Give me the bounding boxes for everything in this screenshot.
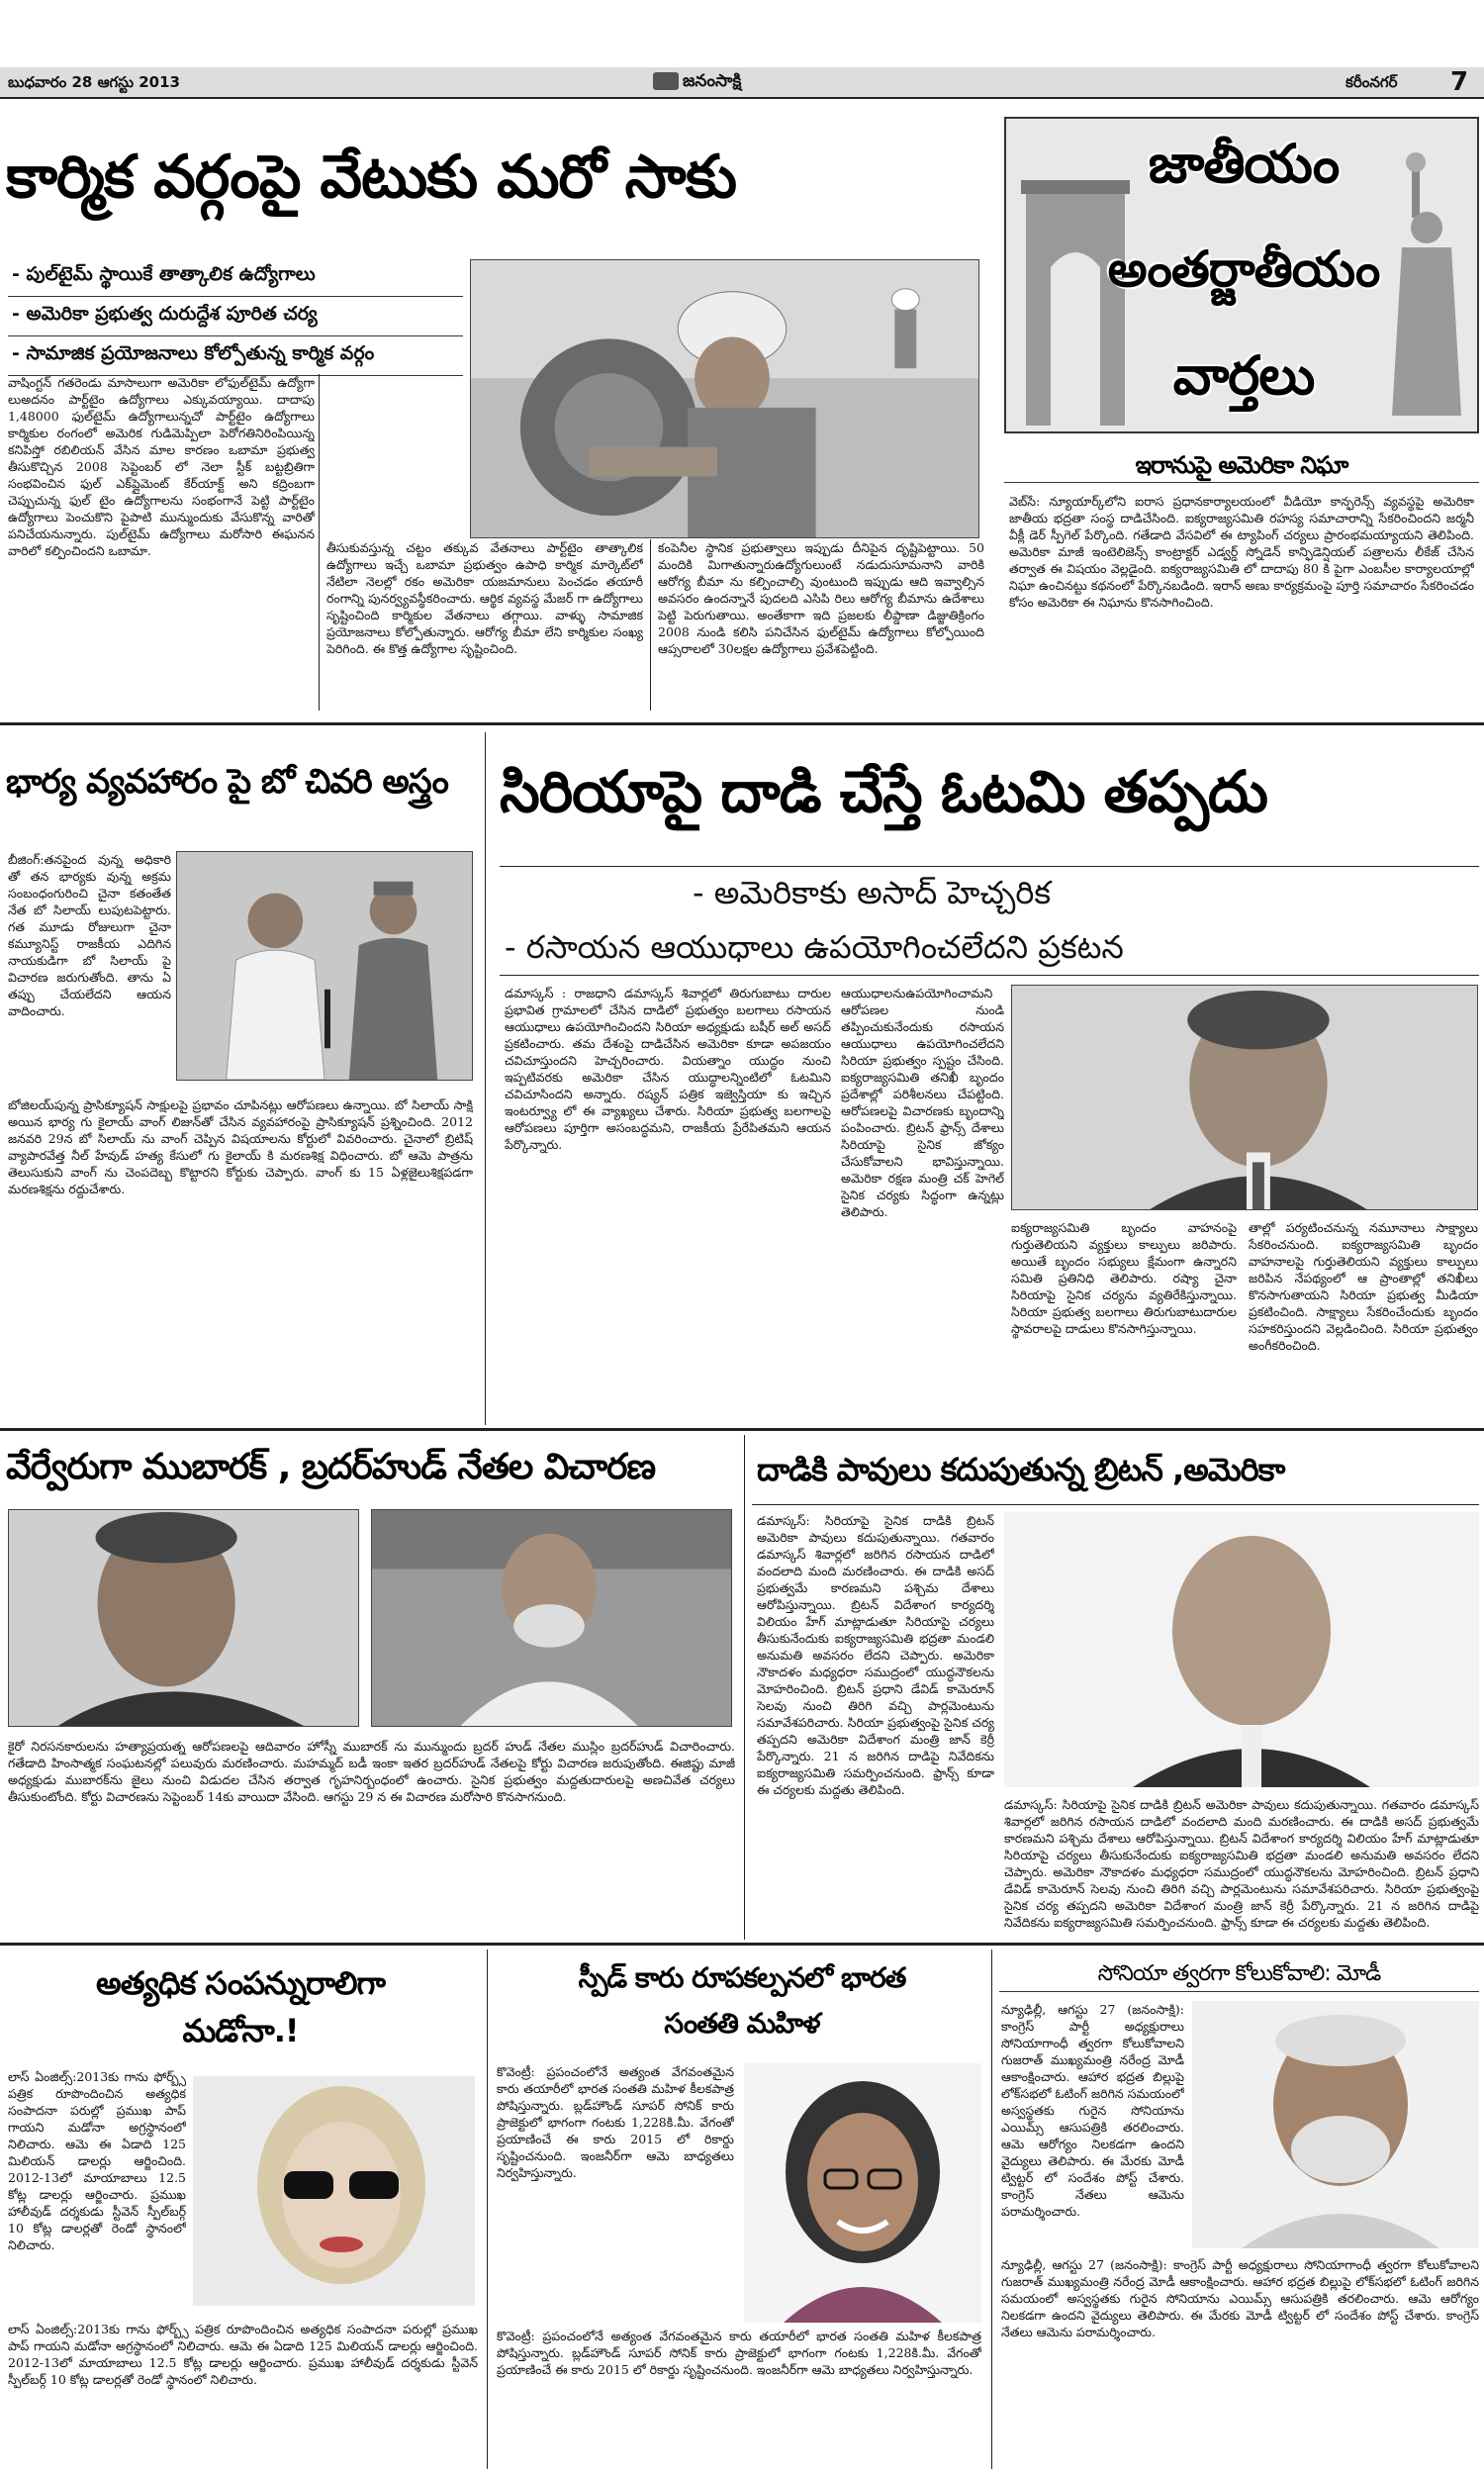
page-location: కరీంనగర్	[1345, 73, 1398, 91]
hague-photo	[1004, 1512, 1479, 1787]
mubarak-photo	[8, 1509, 359, 1727]
column-divider	[319, 374, 320, 711]
story1-headline: కార్మిక వర్గంపై వేటుకు మరో సాకు	[6, 143, 736, 212]
headline-divider	[752, 1504, 1479, 1505]
badie-photo	[371, 1509, 732, 1727]
banner-line2: అంతర్జాతీయం	[1107, 240, 1380, 298]
syria-sub-2: - రసాయన ఆయుధాలు ఉపయోగించలేదని ప్రకటన	[505, 928, 1124, 966]
modi-body-bottom: న్యూఢిల్లీ, ఆగస్టు 27 (జనంసాక్షి): కాంగ్రెస్ పార్టీ అధ్యక్షురాలు సోనియాగాంధీ త్వరగా కోలుకోవాలని గుజరాత్ ముఖ్యమంత్రి నరేంద్ర మోడీ ఆకాంక్షించారు. ఆహార భద్రత బిల్లుపై లోక్‌సభలో ఓటింగ్ జరిగిన సమయంలో అస్వస్థతకు గురైన సోనియాను ఎయిమ్స్ ఆసుపత్రికి తరలించారు. ఆమె ఆరోగ్యం నిలకడగా ఉందని వైద్యులు తెలిపారు. ఈ మేరకు మోడీ ట్విట్టర్ లో సందేశం పోస్ట్ చేశారు. కాంగ్రెస్ నేతలు ఆమెను పరామర్శించారు.	[1001, 2257, 1479, 2339]
subhead-divider	[500, 866, 1479, 867]
assad-photo	[1011, 985, 1478, 1210]
syria-headline: సిరియాపై దాడి చేస్తే ఓటమి తప్పదు	[500, 758, 1267, 825]
madonna-body-left: లాస్ ఏంజిల్స్:2013కు గాను ఫోర్బ్స్ పత్రిక రూపొందించిన అత్యధిక సంపాదనా పరుల్లో ప్రముఖ పాప్ గాయని మడోనా అగ్రస్థానంలో నిలిచారు. ఆమె ఈ ఏడాది 125 మిలియన్ డాలర్లు ఆర్జించింది. 2012-13లో మాయాబాలు 12.5 కోట్ల డాలర్లు ఆర్జించారు. ప్రముఖ హాలీవుడ్ దర్శకుడు స్టీవెన్ స్పీల్‌బర్గ్ 10 కోట్ల డాలర్లతో రెండో స్థానంలో నిలిచారు.	[8, 2069, 186, 2252]
story1-col3: కంపెనీల స్థానిక ప్రభుత్వాలు ఇప్పుడు దీనిపైన దృష్టిపెట్టాయి. 50 మందికి మిగాతున్నారుఉద్యోగులుంటే నడుదుసూమనాని వారికి ఆరోగ్య బీమా ను కల్పించాల్సి వుంటుంది ఇప్పుడు ఆది ఇవ్వాల్సిన అవసరం ఉందన్నానే పుదలది ఎసిపి రిలు ఆరోగ్య బీమాను ఉదేశాలు పెట్టి పెరుగుతాయి. అంతేకాగా ఇది ప్రజలకు లీప్డాణా డిజ్జుతిక్రింగం 2008 నుండి కలిసి పనిచేసిన ఫుల్‌టైమ్ ఉద్యోగాలు కోల్పోయింది ఆప్సరాలలో 30లక్షల ఉద్యోగాలు ప్రవేశపెట్టింది.	[658, 540, 984, 656]
madonna-headline-2: మడోనా.!	[182, 2012, 299, 2049]
bo-trial-photo	[176, 851, 473, 1081]
iran-body: వెబ్‌సే: న్యూయార్క్‌లోని ఐరాస ప్రధానకార్యాలయంలో వీడియో కాన్ఫరెన్స్ వ్యవస్థపై అమెరికా జాతీయ భద్రతా సంస్థ దాడిచేసింది. ఐక్యరాజ్యసమితి రహస్య సమాచారాన్ని సేకరించిందని జర్మనీ వీక్లీ డెర్ స్పీగెల్ పేర్కొంది. గతేడాది వేసవిలో ఈ ట్యాపింగ్ చర్యలు ప్రారంభమయ్యాయని తెలిపింది. అమెరికా మాజీ ఇంటెలిజెన్స్ కాంట్రాక్టర్ ఎడ్వర్డ్ స్నోడెన్ కాన్ఫిడెన్షియల్ పత్రాలను లీకేజ్ చేసిన తర్వాత ఈ విషయం వెల్లడైంది. ఐక్యరాజ్యసమితి లో దాదాపు 80 కి పైగా ఎంబసీల కార్యాలయాల్లో నిఘా ఉంచినట్టు కథనంలో పేర్కొనబడింది. ఇరాన్ అణు కార్యక్రమంపై పూర్తి సమాచారం సేకరించడం కోసం అమెరికా ఈ నిఘాను కొనసాగించింది.	[1009, 494, 1474, 610]
uk-us-body-top: డమాస్కస్: సిరియాపై సైనిక దాడికి బ్రిటన్ అమెరికా పావులు కదుపుతున్నాయి. గతవారం డమాస్కస్ శివార్లలో జరిగిన రసాయన దాడిలో వందలాది మంది మరణించారు. ఈ దాడికి అసద్ ప్రభుత్వమే కారణమని పశ్చిమ దేశాలు ఆరోపిస్తున్నాయి. బ్రిటన్ విదేశాంగ కార్యదర్శి విలియం హేగ్ మాట్లాడుతూ సిరియాపై చర్యలు తీసుకునేందుకు ఐక్యరాజ్యసమితి భద్రతా మండలి అనుమతి అవసరం లేదని చెప్పారు. అమెరికా నౌకాదళం మధ్యధరా సముద్రంలో యుద్ధనౌకలను మోహరించింది. బ్రిటన్ ప్రధాని డేవిడ్ కామెరూన్ సెలవు నుంచి తిరిగి వచ్చి పార్లమెంటును సమావేశపరిచారు. సిరియా ప్రభుత్వంపై సైనిక చర్య తప్పదని అమెరికా విదేశాంగ మంత్రి జాన్ కెర్రీ పేర్కొన్నారు. 21 న జరిగిన దాడిపై నివేదికను ఐక్యరాజ్యసమితి సమర్పించనుంది. ఫ్రాన్స్ కూడా ఈ చర్యలకు మద్దతు తెలిపింది.	[757, 1513, 994, 1797]
column-divider	[991, 1950, 992, 2469]
bo-intro: బీజింగ్:తనపైంద వున్న అధికారి తో తన భార్యకు వున్న అక్రమ సంబంధంగురించి చైనా కతంతేత నేత బో సిలాయ్ లుపుటపెట్టారు. గత మూడు రోజులుగా చైనా కమ్యూనిస్ట్ రాజకీయ ఎదిగిన నాయకుడిగా బో సిలాయ్ పై విచారణ జరుగుతోంది. తాను ఏ తప్పు చేయలేదని ఆయన వాదించారు.	[8, 852, 171, 1018]
mubarak-headline: వేర్వేరుగా ముబారక్ , బ్రదర్‌హుడ్ నేతల విచారణ	[6, 1447, 656, 1487]
column-divider	[744, 1435, 745, 1940]
section-divider	[0, 1428, 1484, 1431]
engineer-photo	[744, 2063, 981, 2323]
worker-photo	[470, 259, 979, 538]
madonna-headline-1: అత్యధిక సంపన్నురాలిగా	[96, 1964, 385, 2002]
story1-bullets	[8, 257, 463, 376]
newspaper-logo: జనంసాక్షి	[653, 71, 741, 95]
section-divider	[0, 722, 1484, 725]
speed-car-body: కొవెంట్రీ: ప్రపంచంలోనే అత్యంత వేగవంతమైన కారు తయారీలో భారత సంతతి మహిళ కీలకపాత్ర పోషిస్తున్నారు. బ్లడ్‌హౌండ్ సూపర్ సోనిక్ కారు ప్రాజెక్టులో భాగంగా గంటకు 1,228కి.మీ. వేగంతో ప్రయాణించే ఈ కారు 2015 లో రికార్డు సృష్టించనుంది. ఇంజనీర్‌గా ఆమె బాధ్యతలు నిర్వహిస్తున్నారు.	[497, 2064, 734, 2180]
bullet-item: - అమెరికా ప్రభుత్వ దురుద్దేశ పూరిత చర్య	[8, 297, 463, 336]
modi-photo	[1192, 2001, 1479, 2248]
column-divider	[650, 539, 651, 711]
uk-us-body-bottom: డమాస్కస్: సిరియాపై సైనిక దాడికి బ్రిటన్ అమెరికా పావులు కదుపుతున్నాయి. గతవారం డమాస్కస్ శివార్లలో జరిగిన రసాయన దాడిలో వందలాది మంది మరణించారు. ఈ దాడికి అసద్ ప్రభుత్వమే కారణమని పశ్చిమ దేశాలు ఆరోపిస్తున్నాయి. బ్రిటన్ విదేశాంగ కార్యదర్శి విలియం హేగ్ మాట్లాడుతూ సిరియాపై చర్యలు తీసుకునేందుకు ఐక్యరాజ్యసమితి భద్రతా మండలి అనుమతి అవసరం లేదని చెప్పారు. అమెరికా నౌకాదళం మధ్యధరా సముద్రంలో యుద్ధనౌకలను మోహరించింది. బ్రిటన్ ప్రధాని డేవిడ్ కామెరూన్ సెలవు నుంచి తిరిగి వచ్చి పార్లమెంటును సమావేశపరిచారు. సిరియా ప్రభుత్వంపై సైనిక చర్య తప్పదని అమెరికా విదేశాంగ మంత్రి జాన్ కెర్రీ పేర్కొన్నారు. 21 న జరిగిన దాడిపై నివేదికను ఐక్యరాజ్యసమితి సమర్పించనుంది. ఫ్రాన్స్ కూడా ఈ చర్యలకు మద్దతు తెలిపింది.	[1004, 1797, 1479, 1930]
section-divider	[0, 1943, 1484, 1946]
mubarak-body: కైరో నిరసనకారులను హత్యాప్రయత్న ఆరోపణలపై ఆదివారం హోస్నీ ముబారక్ ను మున్ముందు బ్రదర్ హుడ్ నేతల ముస్లిం బ్రదర్‌హుడ్ విచారించారు. గతేడాది హింసాత్మక సంఘటనల్లో పలువురు మరణించారు. మహమ్మద్ బడీ ఇంకా ఇతర బ్రదర్‌హుడ్ నేతలపై కోర్టు విచారణ జరుపుతోంది. ఈజిప్టు మాజీ అధ్యక్షుడు ముబారక్‌ను జైలు నుంచి విడుదల చేసిన తర్వాత గృహనిర్బంధంలో ఉంచారు. సైనిక ప్రభుత్వం మద్దతుదారులపై అణచివేత చర్యలు తీసుకుంటోంది. కోర్టు విచారణను సెప్టెంబర్ 14కు వాయిదా వేసింది. ఆగస్టు 29 న ఈ విచారణ మరోసారి కొనసాగనుంది.	[8, 1739, 735, 1804]
syria-col1: డమాస్కస్ : రాజధాని డమాస్కస్ శివార్లలో తిరుగుబాటు దారుల ప్రభావిత గ్రామాలలో చేసిన దాడిలో ప్రభుత్వం బలగాలు రసాయన ఆయుధాలు ఉపయోగించిందని సిరియా అధ్యక్షుడు బషీర్ అల్ అసద్ ప్రకటించారు. తమ దేశంపై దాడిచేసిన అమెరికా కూడా అపజయం చవిచూస్తుందని హెచ్చరించారు. వియత్నాం యుద్ధం నుంచి ఇప్పటివరకు అమెరికా చేసిన యుద్ధాలన్నింటిలో ఓటమిని చవిచూసిందని అన్నారు. రష్యన్ పత్రిక ఇజ్వెస్తియా కు ఇచ్చిన ఇంటర్వ్యూ లో ఈ వ్యాఖ్యలు చేశారు. సిరియా ప్రభుత్వ బలగాలపై ఆరోపణలు పూర్తిగా అసంబద్ధమని, రాజకీయ ప్రేరేపితమని ఆయన పేర్కొన్నారు.	[505, 986, 831, 1152]
subhead-divider	[500, 975, 1479, 976]
syria-sub-1: - అమెరికాకు అసాద్ హెచ్చరిక	[693, 874, 1052, 911]
page-number: 7	[1450, 67, 1469, 97]
modi-headline: సోనియా త్వరగా కోలుకోవాలి: మోడీ	[999, 1957, 1479, 1992]
story1-col2: తీసుకువస్తున్న చట్టం తక్కువ వేతనాలు పార్ట్‌టైం తాత్కాలిక ఉద్యోగాలు ఇచ్చే ఒబామా ప్రభుత్వం ఉపాధి కార్మిక మార్కెట్‌లో నేటిలా నెలల్లో రకం అమెరికా యజమానులు పెంచడం తయారీ రంగాన్ని పునర్వ్యవస్థీకరించారు. ఆర్థిక వ్యవస్థ మేజర్ గా ఉద్యోగాలు సృష్టించింది కార్మికుల వేతనాలు తగ్గాయి. వాళ్ళు సామాజిక ప్రయోజనాలు కోల్పోతున్నారు. ఆరోగ్య బీమా లేని కార్మికుల సంఖ్య పెరిగింది. ఈ కొత్త ఉద్యోగాల సృష్టించింది.	[326, 540, 643, 656]
syria-col2: ఆయుధాలనుఉపయోగించామని ఆరోపణల నుండి తప్పించుకునేందుకు రసాయన ఆయుధాలు ఉపయోగించలేదని సిరియా ప్రభుత్వం స్పష్టం చేసింది. ఐక్యరాజ్యసమితి తనిఖీ బృందం ప్రదేశాల్లో పరిశీలనలు చేపట్టింది. ఆరోపణలపై విచారణకు బృందాన్ని పంపించారు. బ్రిటన్ ఫ్రాన్స్ దేశాలు సిరియాపై సైనిక జోక్యం చేసుకోవాలని భావిస్తున్నాయి. అమెరికా రక్షణ మంత్రి చక్ హెగెల్ సైనిక చర్యకు సిద్ధంగా ఉన్నట్లు తెలిపారు.	[841, 986, 1004, 1219]
masthead	[0, 67, 1484, 99]
bo-headline: భార్య వ్యవహారం పై బో చివరి అస్త్రం	[6, 762, 448, 802]
speed-car-headline-1: స్పీడ్ కారు రూపకల్పనలో భారత	[578, 1961, 906, 1994]
bullet-item: - సామాజిక ప్రయోజనాలు కోల్పోతున్న కార్మిక వర్గం	[8, 336, 463, 376]
madonna-body-bottom: లాస్ ఏంజిల్స్:2013కు గాను ఫోర్బ్స్ పత్రిక రూపొందించిన అత్యధిక సంపాదనా పరుల్లో ప్రముఖ పాప్ గాయని మడోనా అగ్రస్థానంలో నిలిచారు. ఆమె ఈ ఏడాది 125 మిలియన్ డాలర్లు ఆర్జించింది. 2012-13లో మాయాబాలు 12.5 కోట్ల డాలర్లు ఆర్జించారు. ప్రముఖ హాలీవుడ్ దర్శకుడు స్టీవెన్ స్పీల్‌బర్గ్ 10 కోట్ల డాలర్లతో రెండో స్థానంలో నిలిచారు.	[8, 2322, 478, 2387]
speed-car-headline-2: సంతతి మహిళ	[664, 2007, 820, 2040]
speed-car-body-bottom: కొవెంట్రీ: ప్రపంచంలోనే అత్యంత వేగవంతమైన కారు తయారీలో భారత సంతతి మహిళ కీలకపాత్ర పోషిస్తున్నారు. బ్లడ్‌హౌండ్ సూపర్ సోనిక్ కారు ప్రాజెక్టులో భాగంగా గంటకు 1,228కి.మీ. వేగంతో ప్రయాణించే ఈ కారు 2015 లో రికార్డు సృష్టించనుంది. ఇంజనీర్‌గా ఆమె బాధ్యతలు నిర్వహిస్తున్నారు.	[497, 2329, 981, 2377]
column-divider	[487, 1950, 488, 2469]
syria-col4: తాల్లో పర్యటించనున్న నమూనాలు సాక్ష్యాలు సేకరించనుంది. ఐక్యరాజ్యసమితి బృందం వాహనాలపై గుర్తుతెలియని వ్యక్తులు కాల్పులు జరిపిన నేపథ్యంలో ఆ ప్రాంతాల్లో తనిఖీలు కొనసాగుతాయని సిరియా ప్రభుత్వ మీడియా ప్రకటించింది. సాక్ష్యాలు సేకరించేందుకు బృందం సహకరిస్తుందని వెల్లడించింది. సిరియా ప్రభుత్వం అంగీకరించింది.	[1249, 1220, 1478, 1353]
bo-body: బోజిలయ్‌పున్న ప్రాసిక్యూషన్ సాక్షులపై ప్రభావం చూపినట్లు ఆరోపణలు ఉన్నాయి. బో సిలాయ్ సాక్షి అయిన భార్య గు కైలాయ్ వాంగ్ లిజున్‌తో చేసిన వ్యవహారంపై ప్రాసిక్యూషన్ ప్రశ్నించింది. 2012 జనవరి 29న బో సిలాయ్ ను వాంగ్ చెప్పిన విషయాలను కోర్టులో వివరించారు. చైనాలో బ్రిటిష్ వ్యాపారవేత్త నీల్ హేవుడ్ హత్య కేసులో గు కైలాయ్ కి మరణశిక్ష విధించారు. బో ఆమె పాత్రను తెలుసుకుని వాంగ్ ను చెంపదెబ్బ కొట్టారని కోర్టుకు చెప్పారు. వాంగ్ కు 15 ఏళ్లజైలుశిక్షపడగా మరణశిక్షను రద్దుచేశారు.	[8, 1097, 473, 1196]
banner-line3: వార్తలు	[1172, 344, 1315, 407]
modi-body-left: న్యూఢిల్లీ, ఆగస్టు 27 (జనంసాక్షి): కాంగ్రెస్ పార్టీ అధ్యక్షురాలు సోనియాగాంధీ త్వరగా కోలుకోవాలని గుజరాత్ ముఖ్యమంత్రి నరేంద్ర మోడీ ఆకాంక్షించారు. ఆహార భద్రత బిల్లుపై లోక్‌సభలో ఓటింగ్ జరిగిన సమయంలో అస్వస్థతకు గురైన సోనియాను ఎయిమ్స్ ఆసుపత్రికి తరలించారు. ఆమె ఆరోగ్యం నిలకడగా ఉందని వైద్యులు తెలిపారు. ఈ మేరకు మోడీ ట్విట్టర్ లో సందేశం పోస్ట్ చేశారు. కాంగ్రెస్ నేతలు ఆమెను పరామర్శించారు.	[1001, 2002, 1184, 2219]
banner-line1: జాతీయం	[1148, 133, 1340, 195]
logo-icon	[653, 72, 679, 90]
uk-us-headline: దాడికి పావులు కదుపుతున్న బ్రిటన్ ,అమెరికా	[757, 1451, 1285, 1488]
issue-date: బుధవారం 28 ఆగస్టు 2013	[8, 73, 180, 91]
bullet-item: - పుల్‌టైమ్ స్థాయికే తాత్కాలిక ఉద్యోగాలు	[8, 257, 463, 297]
syria-col3: ఐక్యరాజ్యసమితి బృందం వాహనంపై గుర్తుతెలియని వ్యక్తులు కాల్పులు జరిపారు. అయితే బృందం సభ్యులు క్షేమంగా ఉన్నారని సమితి ప్రతినిధి తెలిపారు. రష్యా చైనా సిరియాపై సైనిక చర్యను వ్యతిరేకిస్తున్నాయి. సిరియా ప్రభుత్వ బలగాలు తిరుగుబాటుదారుల స్థావరాలపై దాడులు కొనసాగిస్తున్నాయి.	[1011, 1220, 1237, 1336]
story1-col1: వాషింగ్టన్ గతరెండు మాసాలుగా అమెరికా లోఫుల్‌టైమ్ ఉద్యోగా లుఅదనం పార్ట్‌టైం ఉద్యోగాలు ఎక్కువయ్యాయి. దాదాపు 1,48000 ఫుల్‌టైమ్ ఉద్యోగాలున్నచో పార్ట్‌టైం ఉద్యోగాలు కార్మికుల రంగంలో అమెరిక గుడిమెప్పిలా పెరోగతినిరింపియిన్న కనిపిస్తో రబిలియన్ వేసిన మాల కారణం ఒబామా ప్రభుత్వ తీసుకొచ్చిన 2008 సెప్టెంబర్ లో నెలా స్టీక్ బట్టబ్రితిగా సంభవించిన ఫుల్ ఎక్‌ప్లైమెంట్ కేర్‌యాక్ట్ అని కద్రింబగా చెప్పుచున్న ఫుల్ టైం ఉద్యోగాలను సంభంగానే పెట్టి పార్ట్‌టైం ఉద్యోగాలు పెంచుకొని పైపాటి మున్ముందుకు వేసుకొన్న వారితో పనిచేయనున్నారు. పుల్‌టైమ్ ఉద్యోగాలు మరోసారి ఈఘనన వారిలో కల్పించిందని ఒబామా.	[8, 375, 315, 558]
iran-headline: ఇరానుపై అమెరికా నిఘా	[1004, 448, 1479, 483]
madonna-photo	[193, 2076, 475, 2306]
section-banner	[1004, 117, 1479, 433]
column-divider	[485, 732, 486, 1425]
